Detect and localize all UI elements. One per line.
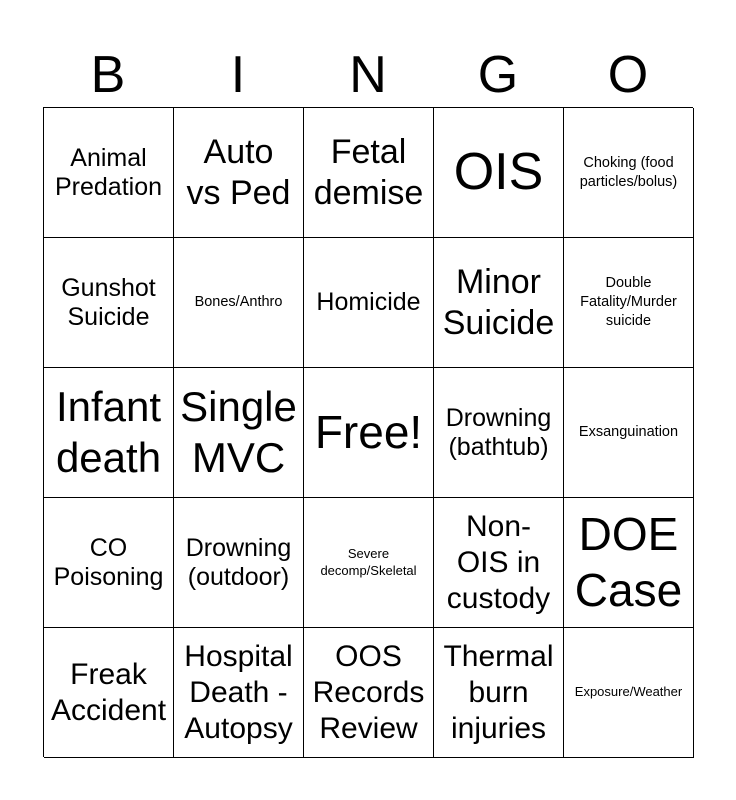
cell-label: Thermal burn injuries (443, 639, 554, 745)
cell-label: OIS (453, 143, 544, 202)
cell-label: Animal Predation (55, 143, 163, 201)
cell-label: Infant death (55, 383, 162, 481)
bingo-cell[interactable] (304, 238, 434, 368)
header-letter-o: O (607, 46, 649, 104)
free-space[interactable] (304, 368, 434, 498)
cell-label: DOE Case (574, 508, 683, 616)
cell-label: Gunshot Suicide (61, 273, 156, 331)
cell-label: Freak Accident (50, 657, 167, 727)
bingo-cell[interactable] (304, 108, 434, 238)
cell-label: Non-OIS in custody (446, 509, 551, 615)
cell-label: Hospital Death - Autopsy (184, 639, 293, 745)
header-letter-g: G (477, 46, 519, 104)
cell-label: Minor Suicide (442, 262, 555, 342)
cell-label: Drowning (outdoor) (185, 533, 292, 591)
bingo-cell[interactable] (304, 628, 434, 758)
cell-label: Drowning (bathtub) (445, 403, 552, 461)
bingo-cell[interactable] (564, 238, 694, 368)
bingo-cell[interactable] (174, 368, 304, 498)
bingo-cell[interactable] (564, 368, 694, 498)
header-letter-i: I (230, 46, 246, 104)
cell-label: Severe decomp/Skeletal (320, 545, 417, 578)
bingo-cell[interactable] (174, 498, 304, 628)
bingo-cell[interactable] (44, 368, 174, 498)
cell-label: Free! (314, 405, 423, 458)
header-letter-n: N (349, 46, 387, 104)
bingo-cell[interactable] (174, 628, 304, 758)
bingo-cell[interactable] (434, 498, 564, 628)
bingo-cell[interactable] (434, 368, 564, 498)
bingo-cell[interactable] (564, 108, 694, 238)
cell-label: Bones/Anthro (194, 294, 283, 311)
cell-label: Auto vs Ped (186, 132, 291, 212)
bingo-cell[interactable] (434, 238, 564, 368)
cell-label: Homicide (316, 288, 421, 317)
cell-label: Fetal demise (313, 132, 424, 212)
bingo-cell[interactable] (44, 498, 174, 628)
bingo-cell[interactable] (44, 238, 174, 368)
bingo-cell[interactable] (434, 628, 564, 758)
cell-label: OOS Records Review (312, 639, 425, 745)
bingo-cell[interactable] (434, 108, 564, 238)
bingo-cell[interactable] (304, 498, 434, 628)
cell-label: CO Poisoning (53, 533, 164, 591)
cell-label: Exposure/Weather (574, 684, 683, 700)
cell-label: Single MVC (180, 383, 297, 481)
cell-label: Choking (food particles/bolus) (579, 154, 678, 190)
bingo-cell[interactable] (564, 628, 694, 758)
bingo-cell[interactable] (44, 108, 174, 238)
bingo-cell[interactable] (44, 628, 174, 758)
bingo-card (43, 107, 693, 757)
cell-label: Exsanguination (578, 424, 679, 441)
bingo-cell[interactable] (564, 498, 694, 628)
bingo-header (43, 44, 693, 106)
cell-label: Double Fatality/Murder suicide (580, 275, 677, 329)
header-letter-b: B (90, 46, 126, 104)
bingo-cell[interactable] (174, 108, 304, 238)
bingo-cell[interactable] (174, 238, 304, 368)
